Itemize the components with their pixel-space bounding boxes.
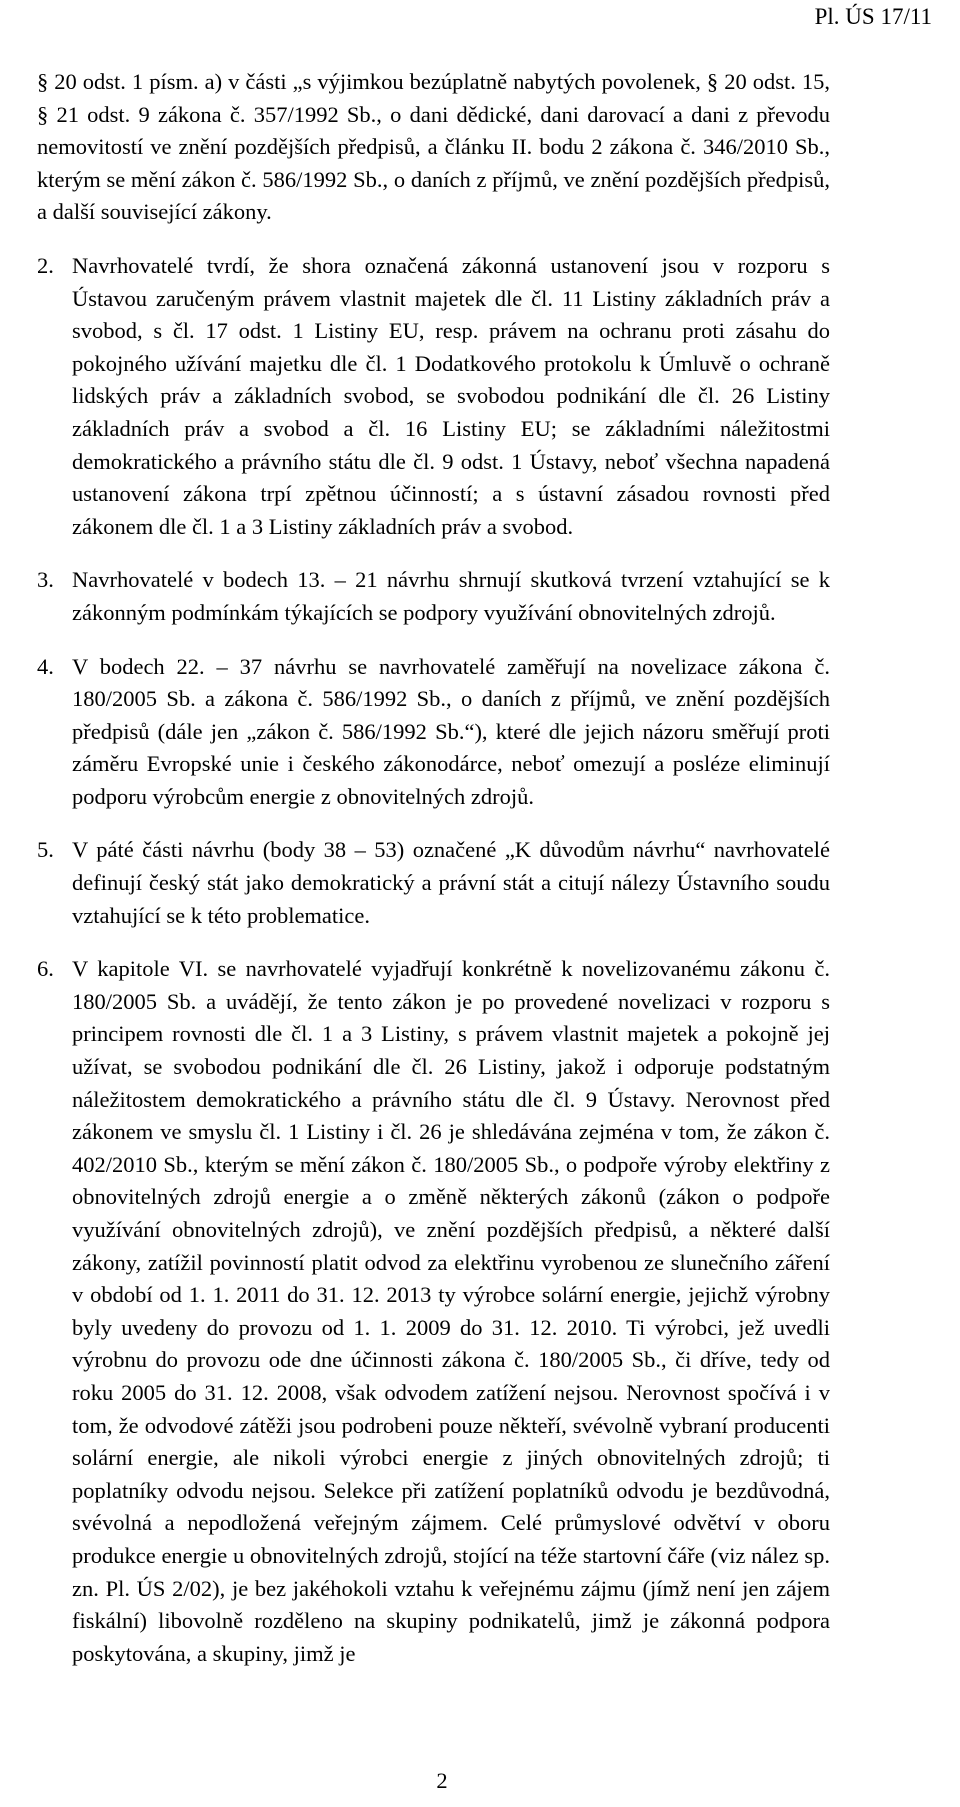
paragraph-number: 3. [37,567,54,593]
paragraph-2 [37,250,830,543]
paragraph-number: 6. [37,956,54,982]
continued-paragraph: § 20 odst. 1 písm. a) v části „s výjimkou bezúplatně nabytých povolenek, § 20 odst. 15, § 21 odst. 9 zákona č. 357/1992 Sb., o dani dědické, dani darovací a dani z převodu nemovitostí ve znění pozdějších předpisů, a článku II. bodu 2 zákona č. 346/2010 Sb., kterým se mění zákon č. 586/1992 Sb., o daních z příjmů, ve znění pozdějších předpisů, a další související zákony. [37,69,830,225]
paragraph-number: 2. [37,252,54,278]
paragraph-text: Navrhovatelé v bodech 13. – 21 návrhu shrnují skutková tvrzení vztahující se k zákonným podmínkám týkajících se podpory využívání obnovitelných zdrojů. [72,567,830,625]
paragraph-text: V kapitole VI. se navrhovatelé vyjadřují konkrétně k novelizovanému zákonu č. 180/2005 Sb. a uvádějí, že tento zákon je po provedené novelizaci v rozporu s principem rovnosti dle čl. 1 a 3 Listiny, s právem vlastnit majetek a pokojně jej užívat, se svobodou podnikání dle čl. 26 Listiny, jakož i odporuje podstatným náležitostem demokratického a právního státu dle čl. 9 Ústavy. Nerovnost před zákonem ve smyslu čl. 1 Listiny i čl. 26 je shledávána zejména v tom, že zákon č. 402/2010 Sb., kterým se mění zákon č. 180/2005 Sb., o podpoře výroby elektřiny z obnovitelných zdrojů energie a o změně některých zákonů (zákon o podpoře využívání obnovitelných zdrojů), ve znění pozdějších předpisů, a některé další zákony, zatížil povinností platit odvod za elektřinu vyrobenou ze slunečního záření v období od 1. 1. 2011 do 31. 12. 2013 ty výrobce solární energie, jejichž výrobny byly uvedeny do provozu od 1. 1. 2009 do 31. 12. 2010. Ti výrobci, jež uvedli výrobnu do provozu ode dne účinnosti zákona č. 180/2005 Sb., či dříve, tedy od roku 2005 do 31. 12. 2008, však odvodem zatížení nejsou. Nerovnost spočívá i v tom, že odvodové zátěži jsou podrobeni pouze někteří, svévolně vybraní producenti solární energie, ale nikoli výrobci energie z jiných obnovitelných zdrojů; ti poplatníky odvodu nejsou. Selekce při zatížení poplatníků odvodu je bezdůvodná, svévolná a nepodložená veřejným zájmem. Celé průmyslové odvětví v oboru produkce energie u obnovitelných zdrojů, stojící na téže startovní čáře (viz nález sp. zn. Pl. ÚS 2/02), je bez jakéhokoli vztahu k veřejnému zájmu (jímž není jen zájem fiskální) libovolně rozděleno na skupiny podnikatelů, jimž je zákonná podpora poskytována, a skupiny, jimž je [72,956,830,1666]
paragraph-text: V bodech 22. – 37 návrhu se navrhovatelé zaměřují na novelizace zákona č. 180/2005 Sb. a zákona č. 586/1992 Sb., o daních z příjmů, ve znění pozdějších předpisů (dále jen „zákon č. 586/1992 Sb.“), které dle jejich názoru směřují proti záměru Evropské unie i českého zákonodárce, neboť omezují a posléze eliminují podporu výrobcům energie z obnovitelných zdrojů. [72,653,830,809]
paragraph-number: 5. [37,837,54,863]
paragraph-number: 4. [37,653,54,679]
paragraph-text: Navrhovatelé tvrdí, že shora označená zákonná ustanovení jsou v rozporu s Ústavou zaručeným právem vlastnit majetek dle čl. 11 Listiny základních práv a svobod, s čl. 17 odst. 1 Listiny EU, resp. právem na ochranu proti zásahu do pokojného užívání majetku dle čl. 1 Dodatkového protokolu k Úmluvě o ochraně lidských práv a základních svobod, se svobodou podnikání dle čl. 26 Listiny základních práv a svobod a čl. 16 Listiny EU; se základními náležitostmi demokratického a právního státu dle čl. 9 odst. 1 Ústavy, neboť všechna napadená ustanovení zákona trpí zpětnou účinností; a s ústavní zásadou rovnosti před zákonem dle čl. 1 a 3 Listiny základních práv a svobod. [72,252,830,539]
paragraph-text: V páté části návrhu (body 38 – 53) označené „K důvodům návrhu“ navrhovatelé definují český stát jako demokratický a právní stát a citují nálezy Ústavního soudu vztahující se k této problematice. [72,837,830,928]
paragraph-5 [37,834,830,932]
document-body [37,66,830,1691]
page-number-value: 2 [436,1768,448,1793]
paragraph-4 [37,651,830,814]
case-reference: Pl. ÚS 17/11 [814,4,932,29]
paragraph-3 [37,564,830,629]
page-number [0,1768,960,1794]
paragraph-6 [37,953,830,1670]
